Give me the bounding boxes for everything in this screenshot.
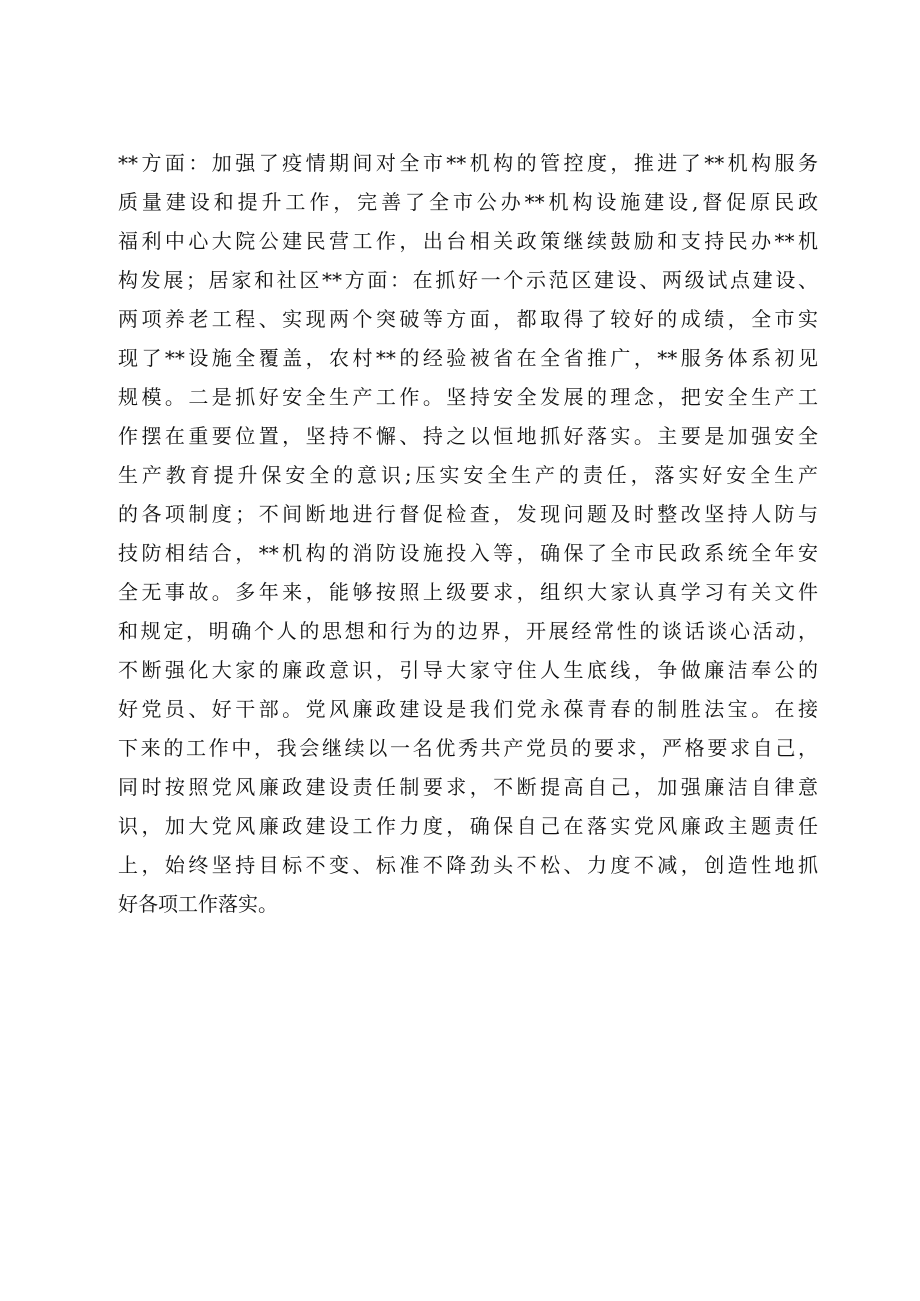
text-line: 好党员、好干部。党风廉政建设是我们党永葆青春的制胜法宝。在接 xyxy=(118,697,818,721)
text-line: 技防相结合，**机构的消防设施投入等，确保了全市民政系统全年安 xyxy=(118,541,818,565)
text-line: 两项养老工程、实现两个突破等方面，都取得了较好的成绩，全市实 xyxy=(118,307,818,331)
text-line: 作摆在重要位置，坚持不懈、持之以恒地抓好落实。主要是加强安全 xyxy=(118,424,818,448)
text-line: 下来的工作中，我会继续以一名优秀共产党员的要求，严格要求自己， xyxy=(118,736,818,760)
text-line: 构发展；居家和社区**方面：在抓好一个示范区建设、两级试点建设、 xyxy=(118,268,818,292)
text-line: 不断强化大家的廉政意识，引导大家守住人生底线，争做廉洁奉公的 xyxy=(118,658,818,682)
text-line: 全无事故。多年来，能够按照上级要求，组织大家认真学习有关文件 xyxy=(118,580,818,604)
text-line: 的各项制度；不间断地进行督促检查，发现问题及时整改坚持人防与 xyxy=(118,502,818,526)
text-line: 福利中心大院公建民营工作，出台相关政策继续鼓励和支持民办**机 xyxy=(118,229,818,253)
text-line: 同时按照党风廉政建设责任制要求，不断提高自己，加强廉洁自律意 xyxy=(118,775,818,799)
text-line: 质量建设和提升工作，完善了全市公办**机构设施建设,督促原民政 xyxy=(118,190,818,214)
text-line: **方面：加强了疫情期间对全市**机构的管控度，推进了**机构服务 xyxy=(118,151,818,175)
text-line: 和规定，明确个人的思想和行为的边界，开展经常性的谈话谈心活动， xyxy=(118,619,818,643)
text-line: 现了**设施全覆盖，农村**的经验被省在全省推广，**服务体系初见 xyxy=(118,346,818,370)
text-line: 上，始终坚持目标不变、标准不降劲头不松、力度不减，创造性地抓 xyxy=(118,853,818,877)
text-line: 生产教育提升保安全的意识;压实安全生产的责任，落实好安全生产 xyxy=(118,463,818,487)
text-line: 识，加大党风廉政建设工作力度，确保自己在落实党风廉政主题责任 xyxy=(118,814,818,838)
text-line: 好各项工作落实。 xyxy=(118,892,278,916)
text-line: 规模。二是抓好安全生产工作。坚持安全发展的理念，把安全生产工 xyxy=(118,385,818,409)
body-paragraph xyxy=(118,144,818,924)
